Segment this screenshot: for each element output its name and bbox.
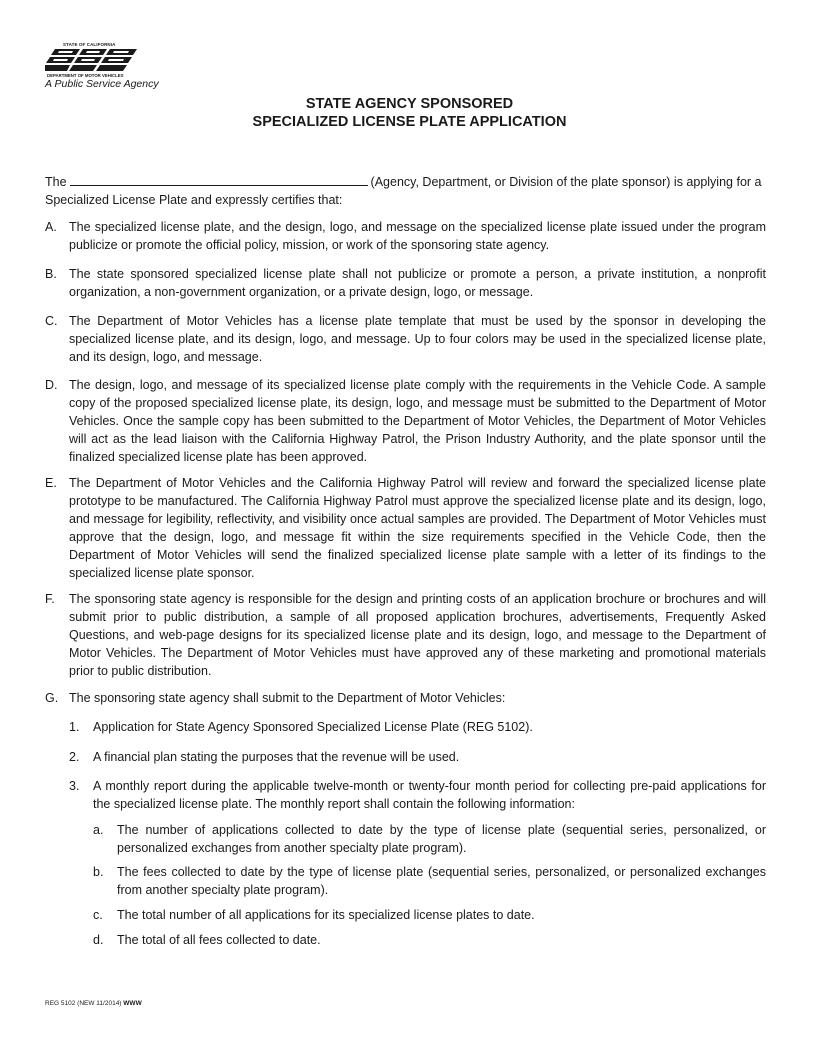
item-label: b. — [93, 865, 104, 879]
item-text: The total of all fees collected to date. — [117, 933, 321, 947]
certification-item-g — [45, 689, 766, 707]
report-item-c — [93, 906, 766, 924]
item-text: The total number of all applications for its specialized license plates to date. — [117, 908, 535, 922]
item-text: The number of applications collected to date by the type of license plate (sequential series, personalized, or personalized exchanges from another specialty plate program). — [117, 823, 766, 855]
intro-paragraph — [45, 173, 766, 209]
item-text: The specialized license plate, and the design, logo, and message on the specialized license plate issued under the program publicize or promote the official policy, mission, or work of the sponsoring state agency. — [69, 220, 766, 252]
item-label: G. — [45, 691, 59, 705]
item-text: The Department of Motor Vehicles and the California Highway Patrol will review and forward the specialized license plate prototype to be manufactured. The California Highway Patrol must approve the specialized license plate and its design, logo, and message for legibility, reflectivity, and visibility once actual samples are provided. The Department of Motor Vehicles must approve that the design, logo, and message fit within the size requirements specified in the Vehicle Code, then the Department of Motor Vehicles will send the finalized specialized license plate sample with a letter of its findings to the specialized license plate sponsor. — [69, 476, 766, 580]
item-text: The fees collected to date by the type of license plate (sequential series, personalized, or personalized exchanges from another specialty plate program). — [117, 865, 766, 897]
form-footer — [45, 1000, 142, 1007]
logo-tagline: A Public Service Agency — [45, 78, 159, 90]
dmv-logo-mark — [45, 47, 140, 73]
item-text: A financial plan stating the purposes that the revenue will be used. — [93, 750, 460, 764]
item-label: D. — [45, 378, 58, 392]
logo-department-text: DEPARTMENT OF MOTOR VEHICLES — [47, 73, 124, 78]
intro-prefix: The — [45, 175, 67, 189]
item-label: 1. — [69, 720, 80, 734]
intro-suffix: (Agency, Department, or Division of the plate sponsor) is applying for a Specialized License Plate and expressly certifies that: — [45, 175, 762, 207]
item-label: c. — [93, 908, 103, 922]
item-label: d. — [93, 933, 104, 947]
submission-item-1 — [69, 718, 766, 736]
item-text: The state sponsored specialized license plate shall not publicize or promote a person, a private institution, a nonprofit organization, a non-government organization, or a private design, logo, or message. — [69, 267, 766, 299]
certification-item-c — [45, 312, 766, 366]
item-text: The sponsoring state agency shall submit to the Department of Motor Vehicles: — [69, 691, 506, 705]
report-item-a — [93, 821, 766, 857]
certification-item-e — [45, 474, 766, 582]
certification-item-a — [45, 218, 766, 254]
certification-item-f — [45, 590, 766, 680]
certification-item-d — [45, 376, 766, 466]
agency-name-blank-field[interactable] — [70, 173, 368, 186]
item-text: The sponsoring state agency is responsible for the design and printing costs of an application brochure or brochures and will submit prior to public distribution, a sample of all proposed application brochures, advertisements, Frequently Asked Questions, and web-page designs for its specialized license plate and its design, logo, and message to the Department of Motor Vehicles. The Department of Motor Vehicles must have approved any of these marketing and promotional materials prior to public distribution. — [69, 592, 766, 678]
submission-item-2 — [69, 748, 766, 766]
logo-state-text: STATE OF CALIFORNIA — [63, 42, 116, 47]
item-label: C. — [45, 314, 58, 328]
item-label: F. — [45, 592, 55, 606]
item-text: Application for State Agency Sponsored Specialized License Plate (REG 5102). — [93, 720, 533, 734]
item-label: a. — [93, 823, 104, 837]
item-label: 2. — [69, 750, 80, 764]
item-label: 3. — [69, 779, 80, 793]
report-item-d — [93, 931, 766, 949]
item-label: B. — [45, 267, 57, 281]
form-title-line2: SPECIALIZED LICENSE PLATE APPLICATION — [252, 114, 567, 130]
item-text: The Department of Motor Vehicles has a license plate template that must be used by the sponsor in developing the specialized license plate, and its design, logo, and message. Up to four colors may be used in the specialized license plate, and its design, logo, and message. — [69, 314, 766, 364]
submission-item-3 — [69, 777, 766, 813]
item-text: A monthly report during the applicable twelve-month or twenty-four month period for collecting pre-paid applications for the specialized license plate. The monthly report shall contain the following information: — [93, 779, 766, 811]
certification-item-b — [45, 265, 766, 301]
form-id: REG 5102 (NEW 11/2014) — [45, 1000, 122, 1007]
form-title-line1: STATE AGENCY SPONSORED — [305, 96, 514, 112]
item-label: E. — [45, 476, 57, 490]
item-text: The design, logo, and message of its specialized license plate comply with the requirements in the Vehicle Code. A sample copy of the proposed specialized license plate, its design, logo, and message must be submitted to the Department of Motor Vehicles. Once the sample copy has been submitted to the Department of Motor Vehicles, the Department of Motor Vehicles will act as the lead liaison with the California Highway Patrol, the Prison Industry Authority, and the plate sponsor until the finalized specialized license plate has been approved. — [69, 378, 766, 464]
footer-suffix: WWW — [123, 1000, 142, 1007]
report-item-b — [93, 863, 766, 899]
item-label: A. — [45, 220, 57, 234]
